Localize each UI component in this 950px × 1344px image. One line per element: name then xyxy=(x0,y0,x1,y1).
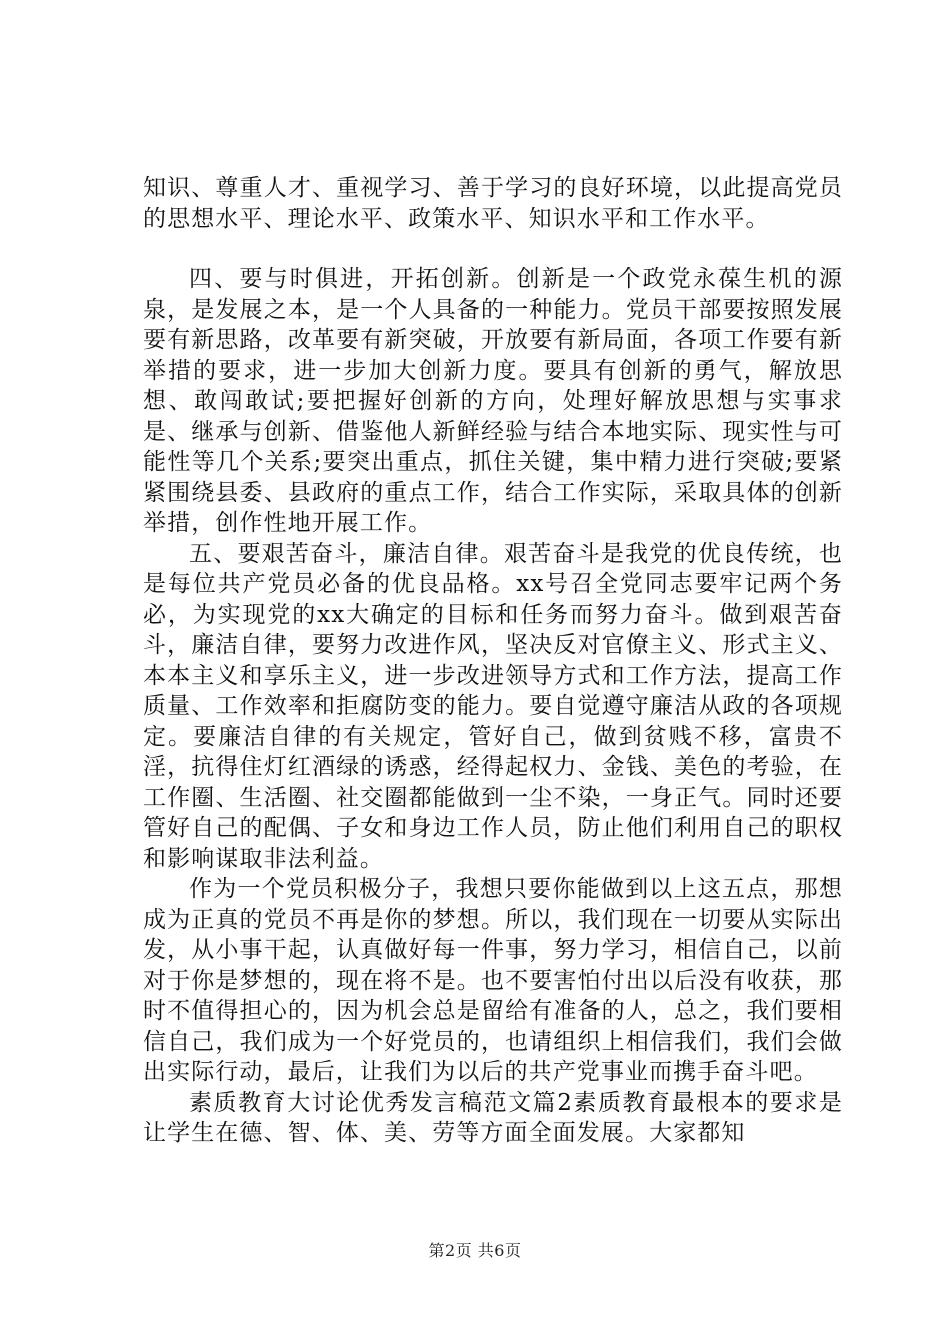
paragraph-integrity: 五、要艰苦奋斗，廉洁自律。艰苦奋斗是我党的优良传统，也是每位共产党员必备的优良品格。xx号召全党同志要牢记两个务必，为实现党的xx大确定的目标和任务而努力奋斗。做到艰苦奋斗，廉洁自律，要努力改进作风，坚决反对官僚主义、形式主义、本本主义和享乐主义，进一步改进领导方式和工作方法，提高工作质量、工作效率和拒腐防变的能力。要自觉遵守廉洁从政的各项规定。要廉洁自律的有关规定，管好自己，做到贫贱不移，富贵不淫，抗得住灯红酒绿的诱惑，经得起权力、金钱、美色的考验，在工作圈、生活圈、社交圈都能做到一尘不染，一身正气。同时还要管好自己的配偶、子女和身边工作人员，防止他们利用自己的职权和影响谋取非法利益。 xyxy=(143,540,843,872)
paragraph-activist: 作为一个党员积极分子，我想只要你能做到以上这五点，那想成为正真的党员不再是你的梦想。所以，我们现在一切要从实际出发，从小事干起，认真做好每一件事，努力学习，相信自己，以前对于你是梦想的，现在将不是。也不要害怕付出以后没有收获，那时不值得担心的，因为机会总是留给有准备的人，总之，我们要相信自己，我们成为一个好党员的，也请组织上相信我们，我们会做出实际行动，最后，让我们为以后的共产党事业而携手奋斗吧。 xyxy=(143,876,843,1085)
page-number-footer: 第2页 共6页 xyxy=(428,1241,522,1260)
paragraph-quality-education: 素质教育大讨论优秀发言稿范文篇2素质教育最根本的要求是让学生在德、智、体、美、劳等方面全面发展。大家都知 xyxy=(143,1089,843,1146)
paragraph-innovation: 四、要与时俱进，开拓创新。创新是一个政党永葆生机的源泉，是发展之本，是一个人具备的一种能力。党员干部要按照发展要有新思路，改革要有新突破，开放要有新局面，各项工作要有新举措的要求，进一步加大创新力度。要具有创新的勇气，解放思想、敢闯敢试;要把握好创新的方向，处理好解放思想与实事求是、继承与创新、借鉴他人新鲜经验与结合本地实际、现实性与可能性等几个关系;要突出重点，抓住关键，集中精力进行突破;要紧紧围绕县委、县政府的重点工作，结合工作实际，采取具体的创新举措，创作性地开展工作。 xyxy=(143,266,843,536)
paragraph-continuation: 知识、尊重人才、重视学习、善于学习的良好环境，以此提高党员的思想水平、理论水平、政策水平、知识水平和工作水平。 xyxy=(143,175,843,232)
document-body xyxy=(143,173,843,1149)
